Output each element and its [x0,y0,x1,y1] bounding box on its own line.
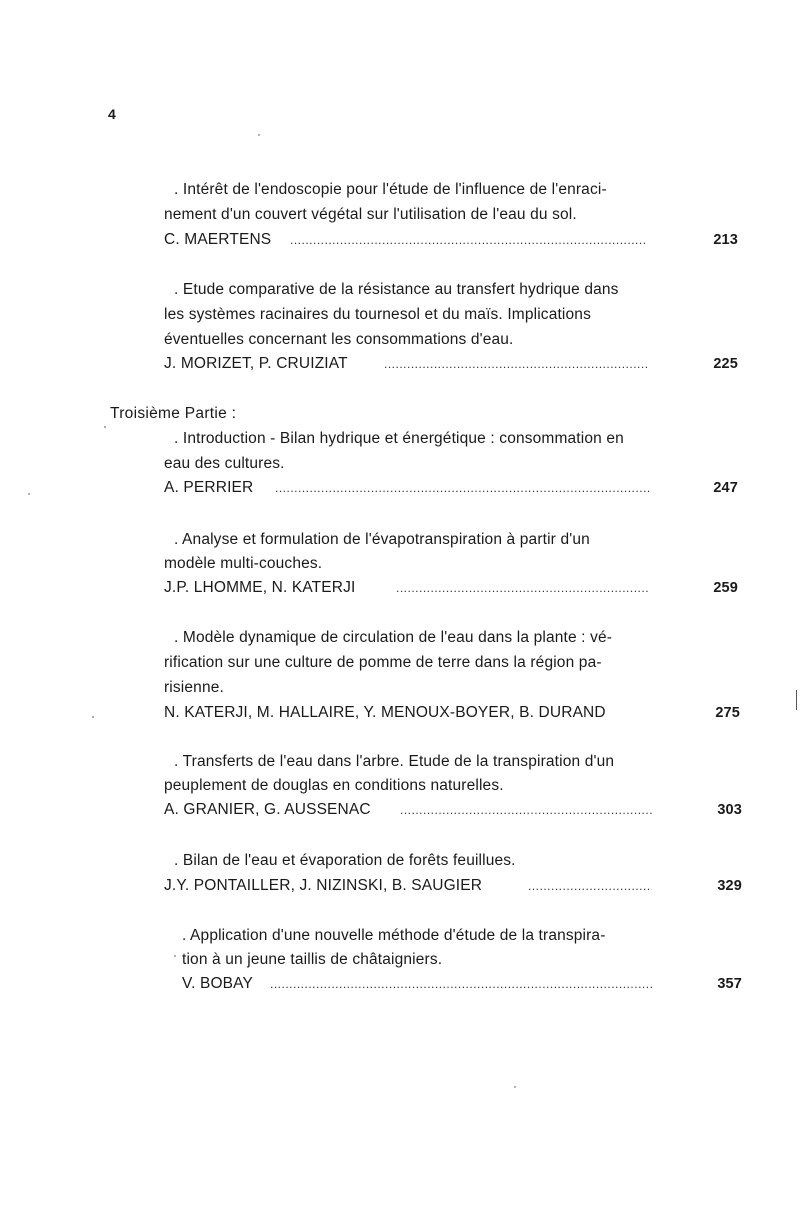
toc-entry-title-line: rification sur une culture de pomme de terre dans la région pa- [164,654,602,671]
scan-margin-mark [796,690,797,710]
toc-entry-page: 213 [713,232,738,248]
scan-speck [174,955,176,957]
toc-entry-author-line [0,576,800,600]
section-heading: Troisième Partie : [110,405,237,422]
toc-entry-title-line: . Application d'une nouvelle méthode d'étude de la transpira- [182,927,606,944]
page-number: 4 [108,106,116,122]
toc-entry-title-line: . Introduction - Bilan hydrique et énergétique : consommation en [174,430,624,447]
toc-entry-author-line [0,476,800,500]
toc-entry-title-line: modèle multi-couches. [164,555,323,572]
scan-speck [514,1086,516,1088]
dot-leader [528,874,652,898]
toc-entry-title-line: éventuelles concernant les consommations d'eau. [164,331,514,348]
toc-entry-title-line: . Transferts de l'eau dans l'arbre. Etude de la transpiration d'un [174,753,615,770]
toc-entry-authors: C. MAERTENS [164,231,272,248]
dot-leader [290,228,645,252]
toc-entry-title-line: eau des cultures. [164,455,285,472]
toc-entry-authors: V. BOBAY [182,975,253,992]
toc-entry-page: 357 [717,976,742,992]
dot-leader [275,476,650,500]
scan-speck [104,426,106,428]
toc-entry-author-line [0,874,800,898]
toc-entry-authors: N. KATERJI, M. HALLAIRE, Y. MENOUX-BOYER, B. DURAND [164,704,606,721]
toc-entry-page: 259 [713,580,738,596]
toc-entry-author-line [0,972,800,996]
toc-entry-authors: J.Y. PONTAILLER, J. NIZINSKI, B. SAUGIER [164,877,483,894]
toc-entry-authors: A. PERRIER [164,479,254,496]
toc-entry-title-line: peuplement de douglas en conditions naturelles. [164,777,504,794]
toc-entry-page: 247 [713,480,738,496]
scan-speck [92,716,94,718]
toc-entry-title-line: les systèmes racinaires du tournesol et du maïs. Implications [164,306,591,323]
toc-entry-title-line: risienne. [164,679,224,696]
toc-entry-page: 275 [715,705,740,721]
toc-entry-authors: J.P. LHOMME, N. KATERJI [164,579,356,596]
toc-entry-title-line: nement d'un couvert végétal sur l'utilisation de l'eau du sol. [164,206,577,223]
toc-entry-page: 303 [717,802,742,818]
dot-leader [384,352,649,376]
toc-entry-author-line [0,701,800,725]
scan-speck [28,493,30,495]
toc-entry-title-line: . Analyse et formulation de l'évapotranspiration à partir d'un [174,531,590,548]
toc-entry-title-line: tion à un jeune taillis de châtaigniers. [182,951,443,968]
toc-entry-author-line [0,352,800,376]
toc-entry-authors: J. MORIZET, P. CRUIZIAT [164,355,348,372]
dot-leader [400,798,652,822]
toc-entry-title-line: . Etude comparative de la résistance au transfert hydrique dans [174,281,619,298]
toc-entry-authors: A. GRANIER, G. AUSSENAC [164,801,371,818]
toc-entry-title-line: . Modèle dynamique de circulation de l'eau dans la plante : vé- [174,629,613,646]
scan-speck [258,134,260,136]
toc-entry-page: 329 [717,878,742,894]
dot-leader [270,972,652,996]
toc-entry-page: 225 [713,356,738,372]
toc-entry-author-line [0,798,800,822]
toc-entry-title-line: . Intérêt de l'endoscopie pour l'étude de l'influence de l'enraci- [174,181,607,198]
toc-entry-author-line [0,228,800,252]
dot-leader [396,576,650,600]
toc-entry-title-line: . Bilan de l'eau et évaporation de forêts feuillues. [174,852,516,869]
